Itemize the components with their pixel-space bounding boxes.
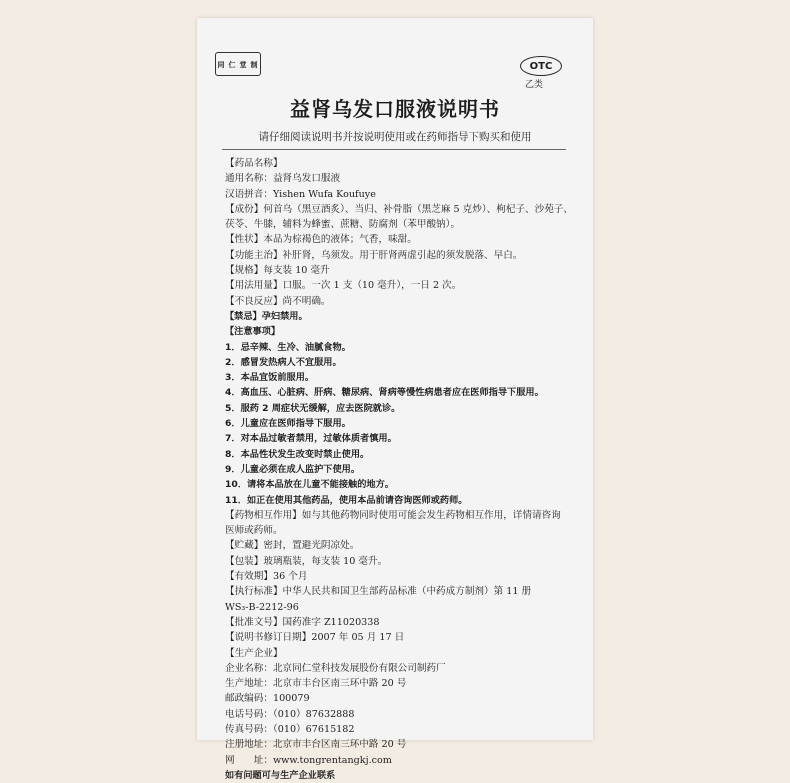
- logo-char: 仁: [228, 60, 237, 68]
- adverse-section: 【不良反应】尚不明确。: [225, 295, 331, 307]
- company-name: 企业名称：北京同仁堂科技发展股份有限公司制药厂: [225, 662, 446, 674]
- fax-number: 传真号码：（010）67615182: [225, 723, 355, 735]
- precaution-item: 10．请将本品放在儿童不能接触的地方。: [225, 479, 394, 491]
- package-section: 【包装】玻璃瓶装，每支装 10 毫升。: [225, 555, 388, 567]
- validity-section: 【有效期】36 个月: [225, 571, 308, 583]
- precaution-item: 6．儿童应在医师指导下服用。: [225, 418, 351, 430]
- precaution-item: 8．本品性状发生改变时禁止使用。: [225, 448, 370, 460]
- standard-section: 【执行标准】中华人民共和国卫生部药品标准（中药成方制剂）第 11 册: [225, 586, 532, 598]
- otc-badge: OTC: [520, 56, 562, 76]
- postcode: 邮政编码：100079: [225, 693, 310, 705]
- precaution-item: 7．对本品过敏者禁用，过敏体质者慎用。: [225, 433, 397, 445]
- ingredients-line: 【成份】何首乌（黑豆酒炙）、当归、补骨脂（黑芝麻 5 克炒）、枸杞子、沙苑子、: [225, 203, 573, 215]
- medicine-leaflet: [197, 18, 593, 781]
- precautions-heading: 【注意事项】: [225, 326, 281, 338]
- leaflet-subtitle: 请仔细阅读说明书并按说明使用或在药师指导下购买和使用: [258, 131, 532, 143]
- precaution-item: 11．如正在使用其他药品，使用本品前请咨询医师或药师。: [225, 494, 468, 506]
- leaflet-body: [225, 156, 573, 783]
- ingredients-line: 茯苓、牛膝，辅料为蜂蜜、蔗糖、防腐剂（苯甲酸钠）。: [225, 219, 461, 231]
- precaution-item: 9．儿童必须在成人监护下使用。: [225, 463, 361, 475]
- precaution-item: 4．高血压、心脏病、肝病、糖尿病、肾病等慢性病患者应在医师指导下服用。: [225, 387, 544, 399]
- contraindication-section: 【禁忌】孕妇禁用。: [225, 310, 308, 322]
- standard-code: WS₃-B-2212-96: [225, 601, 299, 613]
- manufacturer-heading: 【生产企业】: [225, 647, 283, 659]
- usage-section: 【用法用量】口服。一次 1 支（10 毫升），一日 2 次。: [225, 280, 462, 292]
- otc-category: 乙类: [525, 80, 544, 90]
- precaution-item: 3．本品宜饭前服用。: [225, 372, 315, 384]
- interaction-section: 【药物相互作用】如与其他药物同时使用可能会发生药物相互作用，详情请咨询: [225, 509, 561, 521]
- approval-section: 【批准文号】国药准字 Z11020338: [225, 616, 380, 628]
- leaflet-title: 益肾乌发口服液说明书: [290, 97, 500, 121]
- storage-section: 【贮藏】密封，置避光阴凉处。: [225, 540, 360, 552]
- precaution-item: 1．忌辛辣、生冷、油腻食物。: [225, 341, 351, 353]
- contact-note: 如有问题可与生产企业联系: [225, 769, 336, 781]
- revision-date: 【说明书修订日期】2007 年 05 月 17 日: [225, 632, 405, 644]
- logo-char: 同: [217, 60, 226, 68]
- precaution-item: 2．感冒发热病人不宜服用。: [225, 356, 342, 368]
- top-divider: [222, 149, 566, 150]
- precaution-item: 5．服药 2 周症状无缓解，应去医院就诊。: [225, 402, 401, 414]
- drug-name-heading: 【药品名称】: [225, 158, 283, 169]
- production-address: 生产地址：北京市丰台区南三环中路 20 号: [225, 678, 407, 690]
- pinyin-name: 汉语拼音：Yishen Wufa Koufuye: [225, 188, 376, 200]
- indication-section: 【功能主治】补肝肾，乌须发。用于肝肾两虚引起的须发脱落、早白。: [225, 249, 523, 261]
- spec-section: 【规格】每支装 10 毫升: [225, 265, 330, 277]
- generic-name: 通用名称：益肾乌发口服液: [225, 173, 341, 185]
- company-logo: [215, 52, 261, 76]
- website: 网 址：www.tongrentangkj.com: [225, 754, 392, 766]
- registered-address: 注册地址：北京市丰台区南三环中路 20 号: [225, 739, 407, 751]
- phone-number: 电话号码：（010）87632888: [225, 708, 355, 720]
- property-section: 【性状】本品为棕褐色的液体；气香，味甜。: [225, 234, 417, 246]
- interaction-section: 医师或药师。: [225, 525, 283, 537]
- logo-char: 制: [250, 60, 259, 68]
- logo-char: 堂: [239, 60, 248, 68]
